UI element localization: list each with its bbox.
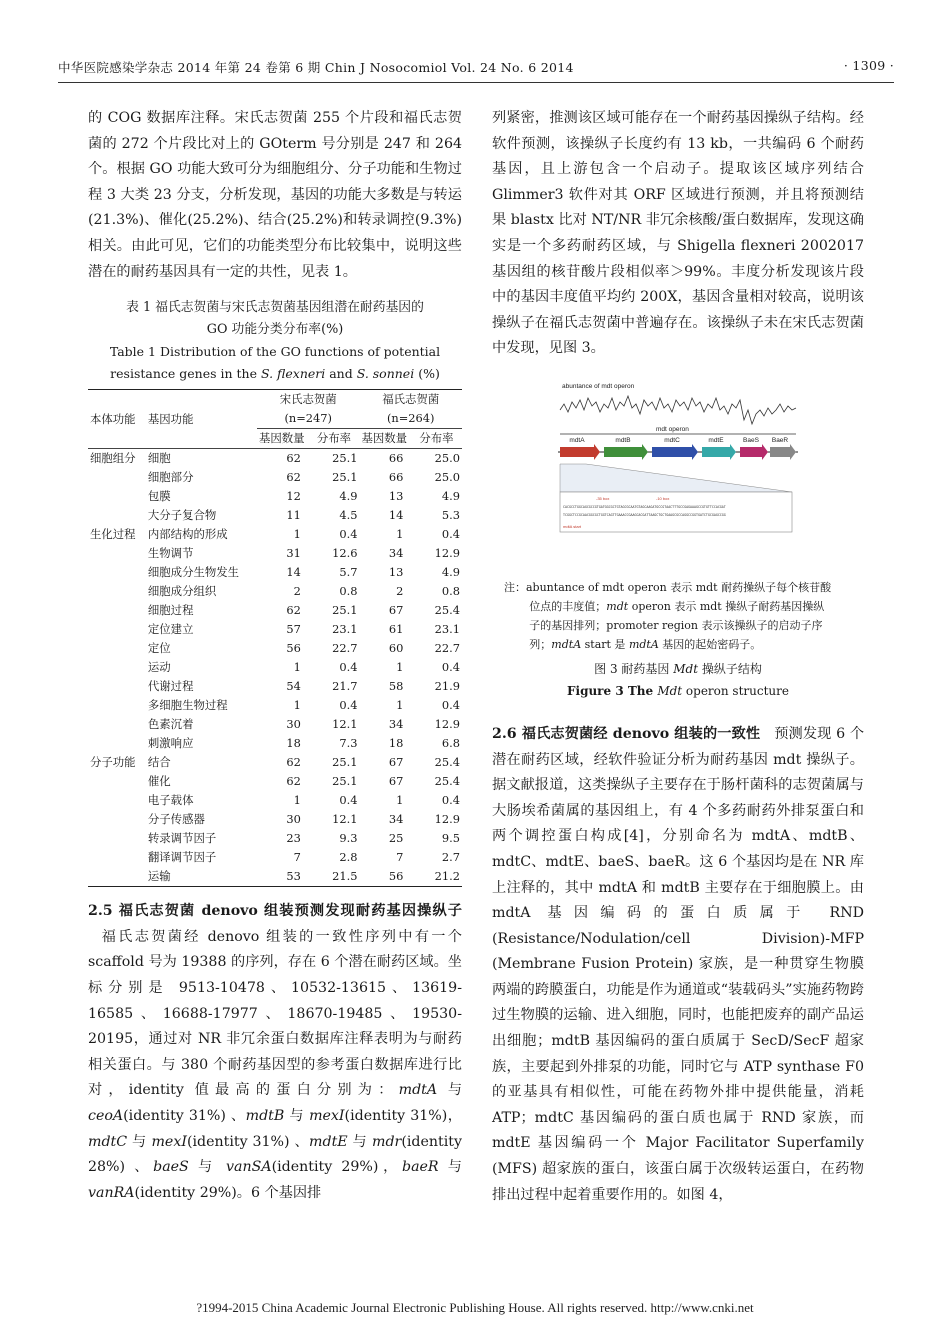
cell-sonnei-count: 1 xyxy=(293,527,301,542)
note-text: 基因的起始密码子。 xyxy=(658,637,762,651)
cell-function: 色素沉着 xyxy=(147,717,194,732)
gene-identity: 与 xyxy=(188,1159,226,1176)
cell-flex-rate: 4.9 xyxy=(441,565,460,580)
table-body xyxy=(88,449,462,887)
th-flexneri-n: (n=264) xyxy=(359,409,462,429)
cell-sonnei-count: 18 xyxy=(286,736,301,751)
table-caption-en xyxy=(88,341,462,385)
table-row xyxy=(88,639,462,658)
table-caption-en-line1: Table 1 Distribution of the GO functions of potential xyxy=(109,344,441,360)
cell-sonnei-rate: 2.8 xyxy=(339,850,358,865)
table-row xyxy=(88,753,462,772)
caption-text: resistance genes in the xyxy=(110,366,261,382)
copyright-footer: ?1994-2015 China Academic Journal Electronic Publishing House. All rights reserved. http://www.cnki.net xyxy=(196,1300,754,1315)
sequence-line-2: TCGGCTCCGCAACGGCGCTGGTCAGTTGAAACCGAAGCACGATTAAGCTGCTGAAGCGCCAGGCCGGTGATCTGCGAGCCGG xyxy=(563,512,726,517)
note-italic: mdtA xyxy=(551,637,582,651)
th-ontology: 本体功能 xyxy=(88,390,146,449)
table-row xyxy=(88,563,462,582)
cell-function: 定位 xyxy=(147,641,171,656)
cell-ontology xyxy=(88,468,146,487)
cell-flex-count: 1 xyxy=(396,660,404,675)
cell-function: 生物调节 xyxy=(147,546,194,561)
table-row xyxy=(88,544,462,563)
operon-label: mdt operon xyxy=(656,425,689,433)
gene-name: mdtA xyxy=(398,1082,438,1099)
caption-italic: Mdt xyxy=(673,661,699,676)
cell-sonnei-count: 23 xyxy=(286,831,301,846)
gene-label: BaeS xyxy=(743,436,759,444)
cell-sonnei-count: 62 xyxy=(286,603,301,618)
caption-text: (%) xyxy=(414,366,440,382)
table-row xyxy=(88,772,462,791)
cell-flex-count: 1 xyxy=(396,793,404,808)
cell-function: 包膜 xyxy=(147,489,171,504)
cell-flex-rate: 25.4 xyxy=(434,755,460,770)
gene-identity: 与 xyxy=(127,1133,152,1150)
gene-name: mdr xyxy=(372,1133,402,1150)
gene-identity: 与 xyxy=(284,1107,310,1124)
table-row xyxy=(88,582,462,601)
cell-flex-count: 34 xyxy=(388,812,404,827)
note-text: operon 表示 mdt 操纵子耐药基因操纵 xyxy=(628,599,825,613)
cell-function: 内部结构的形成 xyxy=(147,527,228,542)
table-caption-cn xyxy=(88,297,462,341)
table-row xyxy=(88,829,462,848)
gene-name: vanSA xyxy=(225,1159,272,1176)
cell-sonnei-rate: 23.1 xyxy=(332,622,358,637)
caption-text: and xyxy=(325,366,357,382)
cell-ontology xyxy=(88,810,146,829)
note-text: 列； xyxy=(529,637,552,651)
cell-flex-rate: 0.4 xyxy=(441,527,460,542)
table-row xyxy=(88,696,462,715)
gene-identity: (identity 29%)。6 个基因排 xyxy=(134,1184,322,1201)
cell-sonnei-count: 2 xyxy=(293,584,301,599)
cell-flex-rate: 0.4 xyxy=(441,793,460,808)
cell-function: 细胞过程 xyxy=(147,603,194,618)
cell-ontology xyxy=(88,715,146,734)
gene-name: mdtC xyxy=(88,1133,128,1150)
cell-flex-count: 25 xyxy=(388,831,404,846)
cell-sonnei-rate: 5.7 xyxy=(339,565,358,580)
cell-flex-rate: 25.4 xyxy=(434,774,460,789)
cell-flex-count: 67 xyxy=(388,755,404,770)
cell-sonnei-rate: 0.4 xyxy=(339,527,358,542)
cell-ontology xyxy=(88,639,146,658)
th-count: 基因数量 xyxy=(257,429,315,449)
abundance-trace xyxy=(560,396,796,424)
gene-arrow-mdte xyxy=(702,444,736,460)
gene-name: mdtB xyxy=(245,1107,285,1124)
cell-function: 电子载体 xyxy=(147,793,194,808)
cell-flex-count: 1 xyxy=(396,698,404,713)
sequence-line-1: CACGCCTGGCAGCGCCGTGATGGCGCTGTAGCGCAATGTAGCAAGATGCCGTAACTTTGCCGAGAAAGCCGTGTTCCACGAT xyxy=(563,504,726,509)
section-2-6-title: 2.6 福氏志贺菌经 denovo 组装的一致性 xyxy=(492,725,761,742)
cell-ontology: 分子功能 xyxy=(90,755,136,770)
cell-ontology xyxy=(88,544,146,563)
cell-sonnei-rate: 12.1 xyxy=(332,717,358,732)
cell-sonnei-count: 62 xyxy=(286,774,301,789)
gene-name: mdtE xyxy=(309,1133,348,1150)
caption-text: 操纵子结构 xyxy=(698,661,762,676)
section-2-5 xyxy=(88,899,462,1206)
cell-sonnei-count: 31 xyxy=(286,546,301,561)
cell-flex-count: 7 xyxy=(396,850,404,865)
cell-sonnei-count: 57 xyxy=(286,622,301,637)
cell-function: 运动 xyxy=(147,660,171,675)
figure-caption-cn xyxy=(492,658,864,680)
cell-sonnei-rate: 25.1 xyxy=(332,774,358,789)
section-2-5-gene-list xyxy=(88,1082,462,1200)
gene-identity: 与 xyxy=(347,1133,372,1150)
cell-flex-count: 1 xyxy=(396,527,404,542)
cell-flex-count: 13 xyxy=(388,489,404,504)
cell-ontology xyxy=(88,563,146,582)
cell-sonnei-rate: 21.7 xyxy=(332,679,358,694)
table-row xyxy=(88,506,462,525)
cell-ontology xyxy=(88,601,146,620)
gene-arrows xyxy=(560,437,796,460)
cell-flex-count: 60 xyxy=(388,641,404,656)
cell-function: 翻译调节因子 xyxy=(147,850,217,865)
cell-ontology xyxy=(88,791,146,810)
cell-ontology: 细胞组分 xyxy=(90,451,136,466)
cell-ontology xyxy=(88,829,146,848)
gene-arrow-baes xyxy=(740,444,768,460)
left-column xyxy=(88,106,462,1206)
paragraph-operon: 列紧密，推测该区域可能存在一个耐药基因操纵子结构。经软件预测，该操纵子长度约有 13 kb，一共编码 6 个耐药基因，且上游包含一个启动子。提取该区域序列结合 Glimmer3 软件对其 ORF 区域进行预测，并且将预测结果 blastx 比对 NT/NR 非冗余核酸/蛋白数据库，发现这确实是一个多药耐药区域，与 Shigella flexneri 2002017 基因组的核苷酸片段相似率＞99%。丰度分析发现该片段中的基因丰度值平均约 200X，基因含量相对较高，说明该操纵子在福氏志贺菌中普遍存在。该操纵子未在宋氏志贺菌中发现，见图 3。 xyxy=(492,110,864,357)
cell-sonnei-count: 12 xyxy=(286,489,301,504)
table-row xyxy=(88,715,462,734)
note-italic: mdtA xyxy=(628,637,659,651)
gene-label: mdtC xyxy=(664,436,680,444)
mdt-operon-diagram xyxy=(556,380,800,564)
gene-identity: 与 xyxy=(438,1159,462,1176)
cell-sonnei-count: 62 xyxy=(286,451,301,466)
note-line-4 xyxy=(504,635,858,654)
cell-function: 细胞部分 xyxy=(147,470,194,485)
gene-identity: (identity 28%) 、 xyxy=(88,1133,462,1176)
running-header xyxy=(58,58,894,76)
cell-function: 运输 xyxy=(146,867,257,887)
page-number: · 1309 · xyxy=(843,58,894,73)
cell-function: 细胞 xyxy=(147,451,171,466)
cell-flex-rate: 12.9 xyxy=(434,546,460,561)
note-line-3: 子的基因排列；promoter region 表示该操纵子的启动子序 xyxy=(529,618,823,632)
cell-flex-count: 67 xyxy=(388,603,404,618)
caption-italic: Mdt xyxy=(657,683,683,698)
cell-flex-rate: 21.9 xyxy=(434,679,460,694)
table-row xyxy=(88,734,462,753)
cell-ontology xyxy=(88,620,146,639)
cell-sonnei-count: 1 xyxy=(293,793,301,808)
gene-identity: (identity 29%)， xyxy=(271,1159,402,1176)
table-row xyxy=(88,810,462,829)
note-line-2 xyxy=(504,597,858,616)
caption-text: operon structure xyxy=(682,683,789,698)
cell-sonnei-rate: 0.4 xyxy=(339,698,358,713)
cell-flex-rate: 0.8 xyxy=(441,584,460,599)
note-text: start 是 xyxy=(581,637,629,651)
cell-flex-rate: 6.8 xyxy=(441,736,460,751)
cell-flex-count: 56 xyxy=(359,867,417,887)
gene-label: mdtE xyxy=(708,436,724,444)
cell-ontology xyxy=(88,487,146,506)
cell-flex-rate: 22.7 xyxy=(434,641,460,656)
cell-sonnei-count: 30 xyxy=(286,717,301,732)
th-gene-function: 基因功能 xyxy=(146,390,257,449)
cell-sonnei-rate: 25.1 xyxy=(332,755,358,770)
th-flexneri: 福氏志贺菌 xyxy=(359,390,462,410)
cell-flex-rate: 25.4 xyxy=(434,603,460,618)
cell-function: 多细胞生物过程 xyxy=(147,698,228,713)
cell-flex-count: 61 xyxy=(388,622,404,637)
table-row xyxy=(88,449,462,469)
cell-sonnei-count: 14 xyxy=(286,565,301,580)
cell-ontology xyxy=(88,734,146,753)
gene-identity: (identity 31%)， xyxy=(344,1107,462,1124)
table-caption-en-line2 xyxy=(88,363,462,385)
cell-flex-rate: 12.9 xyxy=(434,717,460,732)
minus35-label: -35 box xyxy=(596,495,610,501)
gene-label: BaeR xyxy=(771,436,789,444)
cell-function: 细胞成分生物发生 xyxy=(147,565,240,580)
cell-flex-rate: 12.9 xyxy=(434,812,460,827)
table-row xyxy=(88,658,462,677)
cell-ontology xyxy=(88,696,146,715)
gene-identity: (identity 31%) 、 xyxy=(123,1107,246,1124)
gene-identity: (identity 31%) 、 xyxy=(186,1133,310,1150)
gene-name: baeR xyxy=(401,1159,439,1176)
section-2-5-title: 2.5 福氏志贺菌 denovo 组装预测发现耐药基因操纵子 xyxy=(88,903,462,920)
cell-function: 细胞成分组织 xyxy=(147,584,217,599)
note-text: 位点的丰度值； xyxy=(529,599,607,613)
cell-flex-rate: 2.7 xyxy=(441,850,460,865)
cell-sonnei-rate: 9.3 xyxy=(339,831,358,846)
table-row xyxy=(88,468,462,487)
section-2-6-body: 预测发现 6 个潜在耐药区域，经软件验证分析为耐药基因 mdt 操纵子。据文献报道，这类操纵子主要存在于肠杆菌科的志贺菌属与大肠埃希菌属的基因组上，有 4 个多药耐药外排泵蛋白和两个调控蛋白构成[4]，分别命名为 mdtA、mdtB、mdtC、mdtE、baeS、baeR。这 6 个基因均是在 NR 库上注释的，其中 mdtA 和 mdtB 主要存在于细胞膜上。由 mdtA 基因编码的蛋白质属于 RND (Resistance/Nodulation/cell Division)-MFP (Membrane Fusion Protein) 家族，是一种贯穿生物膜两端的跨膜蛋白，功能是作为通道或“装载码头”实施药物跨过生物膜的运输、进入细胞，同时，也能把废弃的副产品运出细胞；mdtB 基因编码的蛋白质属于 SecD/SecF 超家族，主要起到外排泵的功能，同时它与 ATP synthase F0 的亚基具有相似性，可能在药物外排中提供能量，消耗 ATP；mdtC 基因编码的蛋白质也属于 RND 家族，而 mdtE 基因编码一个 Major Facilitator Superfamily (MFS) 超家族的蛋白，该蛋白属于次级转运蛋白，在药物排出过程中起着重要作用的。如图 4， xyxy=(492,725,865,1203)
cell-flex-rate: 21.2 xyxy=(417,867,462,887)
cell-flex-rate: 0.4 xyxy=(441,660,460,675)
cell-function: 转录调节因子 xyxy=(147,831,217,846)
cell-flex-rate: 5.3 xyxy=(441,508,460,523)
paragraph-go-summary: 的 COG 数据库注释。宋氏志贺菌 255 个片段和福氏志贺菌的 272 个片段比对上的 GOterm 号分别是 247 和 264 个。根据 GO 功能大致可分为细胞组分、分子功能和生物过程 3 大类 23 分支，分析发现，基因的功能大多数是与转运(21.3%)、催化(25.2%)、结合(25.2%)和转录调控(9.3%)相关。由此可见，它们的功能类型分布比较集中，说明这些潜在的耐药基因具有一定的共性，见表 1。 xyxy=(88,110,462,280)
cell-flex-rate: 23.1 xyxy=(434,622,460,637)
table-row xyxy=(88,620,462,639)
cell-sonnei-count: 11 xyxy=(286,508,301,523)
gene-arrow-baer xyxy=(770,444,796,460)
journal-citation: 中华医院感染学杂志 2014 年第 24 卷第 6 期 Chin J Nosocomiol Vol. 24 No. 6 2014 xyxy=(58,60,574,75)
cell-flex-rate: 0.4 xyxy=(441,698,460,713)
cell-sonnei-rate: 25.1 xyxy=(332,451,358,466)
header-rule xyxy=(58,82,894,83)
cell-ontology xyxy=(88,848,146,867)
cell-ontology xyxy=(88,677,146,696)
table-row xyxy=(88,487,462,506)
cell-flex-count: 34 xyxy=(388,717,404,732)
cell-sonnei-count: 53 xyxy=(257,867,315,887)
table-caption-cn-line2: GO 功能分类分布率(%) xyxy=(206,322,344,338)
gene-name: ceoA xyxy=(88,1107,124,1124)
cell-ontology xyxy=(88,582,146,601)
table-row xyxy=(88,525,462,544)
gene-name: mexI xyxy=(151,1133,187,1150)
cell-flex-count: 66 xyxy=(388,470,404,485)
cell-ontology xyxy=(88,772,146,791)
cell-sonnei-count: 7 xyxy=(293,850,301,865)
cell-sonnei-rate: 22.7 xyxy=(332,641,358,656)
cell-flex-count: 2 xyxy=(396,584,404,599)
cell-ontology xyxy=(88,658,146,677)
cell-function: 刺激响应 xyxy=(147,736,194,751)
cell-flex-count: 13 xyxy=(388,565,404,580)
cell-sonnei-rate: 4.5 xyxy=(339,508,358,523)
table-row xyxy=(88,677,462,696)
cell-function: 代谢过程 xyxy=(147,679,194,694)
cell-sonnei-rate: 25.1 xyxy=(332,470,358,485)
minus10-label: -10 box xyxy=(656,495,670,501)
table-row xyxy=(88,791,462,810)
cell-flex-count: 66 xyxy=(388,451,404,466)
gene-arrow-mdtb xyxy=(604,444,648,460)
th-rate: 分布率 xyxy=(417,429,462,449)
table-row xyxy=(88,867,462,887)
th-rate: 分布率 xyxy=(315,429,360,449)
cell-sonnei-rate: 12.6 xyxy=(332,546,358,561)
cell-flex-rate: 25.0 xyxy=(434,451,460,466)
cell-ontology: 生化过程 xyxy=(90,527,136,542)
cell-flex-rate: 25.0 xyxy=(434,470,460,485)
gene-arrow-mdta xyxy=(560,444,600,460)
cell-sonnei-count: 30 xyxy=(286,812,301,827)
cell-function: 定位建立 xyxy=(147,622,194,637)
zoom-wedge xyxy=(560,464,792,492)
cell-function: 分子传感器 xyxy=(147,812,205,827)
cell-function: 大分子复合物 xyxy=(147,508,217,523)
abundance-label: abuntance of mdt operon xyxy=(562,382,635,390)
caption-text: 图 3 耐药基因 xyxy=(594,661,674,676)
cell-flex-count: 67 xyxy=(388,774,404,789)
cell-sonnei-rate: 12.1 xyxy=(332,812,358,827)
cell-ontology xyxy=(88,867,146,887)
start-label: mdtA start xyxy=(563,523,582,529)
sequence-box xyxy=(560,492,792,532)
th-sonnei: 宋氏志贺菌 xyxy=(257,390,359,410)
cell-sonnei-rate: 0.4 xyxy=(339,793,358,808)
gene-arrow-mdtc xyxy=(652,444,698,460)
cell-sonnei-rate: 0.4 xyxy=(339,660,358,675)
note-italic: mdt xyxy=(606,599,629,613)
go-function-table xyxy=(88,389,462,887)
caption-species: S. flexneri xyxy=(260,366,326,382)
figure-caption-en xyxy=(492,680,864,702)
cell-sonnei-rate: 7.3 xyxy=(339,736,358,751)
th-count: 基因数量 xyxy=(359,429,417,449)
cell-flex-rate: 4.9 xyxy=(441,489,460,504)
cell-flex-count: 18 xyxy=(388,736,404,751)
cell-sonnei-count: 62 xyxy=(286,470,301,485)
gene-label: mdtB xyxy=(615,436,631,444)
cell-function: 催化 xyxy=(147,774,171,789)
table-row xyxy=(88,601,462,620)
gene-name: vanRA xyxy=(88,1184,135,1201)
cell-sonnei-rate: 0.8 xyxy=(339,584,358,599)
section-2-6 xyxy=(492,722,864,1208)
cell-flex-rate: 9.5 xyxy=(441,831,460,846)
cell-sonnei-rate: 4.9 xyxy=(339,489,358,504)
cell-sonnei-count: 1 xyxy=(293,698,301,713)
caption-species: S. sonnei xyxy=(356,366,415,382)
figure-3 xyxy=(556,380,800,564)
cell-sonnei-count: 54 xyxy=(286,679,301,694)
gene-identity: 与 xyxy=(437,1082,463,1099)
figure-note xyxy=(504,578,858,654)
cell-sonnei-rate: 25.1 xyxy=(332,603,358,618)
section-2-5-body: 福氏志贺菌经 denovo 组装的一致性序列中有一个 scaffold 号为 19388 的序列，存在 6 个潜在耐药区域。坐标分别是 9513-10478、10532-13615、13619-16585、16688-17977、18670-19485、19530-20195，通过对 NR 非冗余蛋白数据库注释表明为与耐药相关蛋白。与 380 个耐药基因型的参考蛋白数据库进行比对，identity 值最高的蛋白分别为： xyxy=(88,928,462,1099)
cell-function: 结合 xyxy=(147,755,171,770)
cell-flex-count: 34 xyxy=(388,546,404,561)
gene-name: baeS xyxy=(153,1159,189,1176)
caption-text: Figure 3 The xyxy=(566,683,658,698)
gene-label: mdtA xyxy=(569,436,585,444)
th-sonnei-n: (n=247) xyxy=(257,409,359,429)
cell-sonnei-count: 1 xyxy=(293,660,301,675)
cell-sonnei-count: 56 xyxy=(286,641,301,656)
cell-flex-count: 14 xyxy=(388,508,404,523)
cell-flex-count: 58 xyxy=(388,679,404,694)
table-caption-cn-line1: 表 1 福氏志贺菌与宋氏志贺菌基因组潜在耐药基因的 xyxy=(126,300,424,316)
cell-sonnei-count: 62 xyxy=(286,755,301,770)
gene-name: mexI xyxy=(309,1107,345,1124)
cell-sonnei-rate: 21.5 xyxy=(315,867,360,887)
right-column xyxy=(492,106,864,1208)
cell-ontology xyxy=(88,506,146,525)
note-line-1: 注：abuntance of mdt operon 表示 mdt 耐药操纵子每个核苷酸 xyxy=(504,580,832,594)
table-row xyxy=(88,848,462,867)
